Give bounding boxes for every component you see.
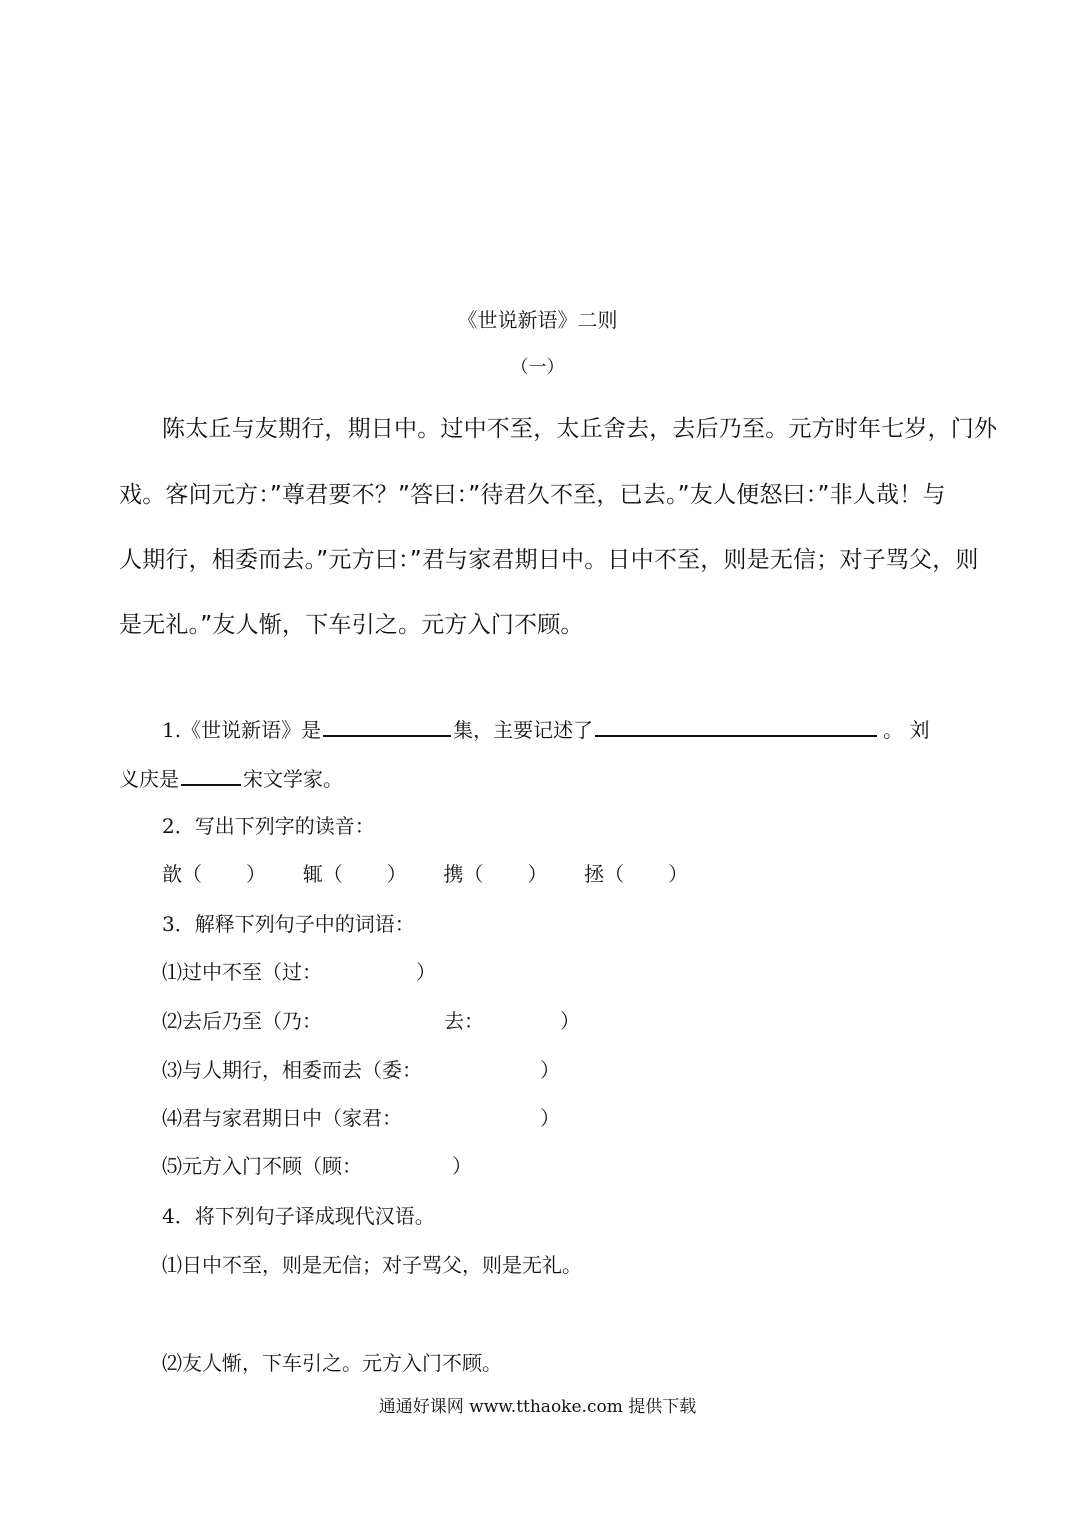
paren-close: ） [452, 1154, 472, 1178]
answer-blank[interactable] [181, 762, 241, 786]
q3-item [162, 1150, 472, 1179]
paren-close: ） [560, 1009, 580, 1033]
paren-close: ） [246, 862, 266, 886]
footer-credit: 通通好课网 www.tthaoke.com 提供下载 [378, 1397, 697, 1417]
char-item: 拯（ [584, 862, 625, 886]
char-item: 歆（ [162, 862, 202, 886]
q2-prompt: 2．写出下列字的读音： [162, 814, 375, 838]
paren-close: ） [668, 862, 689, 886]
q1-text: 宋文学家。 [243, 767, 343, 791]
passage-line: 是无礼。”友人惭，下车引之。元方入门不顾。 [119, 612, 584, 638]
q3-item-text: ⑶与人期行，相委而去（委： [162, 1058, 422, 1082]
char-item: 携（ [443, 862, 484, 886]
q3-item-text: ⑷君与家君期日中（家君： [162, 1106, 402, 1130]
answer-blank[interactable] [323, 713, 451, 737]
passage-line: 戏。客问元方：”尊君要不？”答曰：”待君久不至，已去。”友人便怒曰：”非人哉！与 [119, 482, 946, 508]
q1-text: 。 刘 [883, 718, 930, 742]
q4-item: ⑴日中不至，则是无信；对子骂父，则是无礼。 [162, 1253, 582, 1277]
q3-item-text: ⑴过中不至（过： [162, 960, 322, 984]
q4-prompt: 4．将下列句子译成现代汉语。 [162, 1204, 435, 1228]
q3-item [162, 1054, 560, 1083]
paren-close: ） [416, 960, 436, 984]
q3-item-text: ⑵去后乃至（乃： [162, 1009, 322, 1033]
q3-item [162, 1005, 580, 1034]
q3-prompt: 3．解释下列句子中的词语： [162, 912, 415, 936]
passage-line: 陈太丘与友期行，期日中。过中不至，太丘舍去，去后乃至。元方时年七岁，门外 [162, 416, 998, 442]
passage-line: 人期行，相委而去。”元方曰：”君与家君期日中。日中不至，则是无信；对子骂父，则 [119, 547, 979, 573]
q3-item [162, 956, 436, 985]
answer-blank[interactable] [595, 713, 877, 737]
q1-text: 义庆是 [119, 767, 179, 791]
q3-item-text: ⑸元方入门不顾（顾： [162, 1154, 362, 1178]
pronunciation-row [162, 858, 688, 887]
paren-close: ） [540, 1058, 560, 1082]
paren-close: ） [540, 1106, 560, 1130]
q4-item: ⑵友人惭，下车引之。元方入门不顾。 [162, 1351, 502, 1375]
section-number: （一） [510, 357, 565, 378]
paren-close: ） [386, 862, 407, 886]
q3-item [162, 1102, 560, 1131]
char-item: 辄（ [302, 862, 343, 886]
q3-item-text: 去： [444, 1009, 484, 1033]
q1-text: 1.《世说新语》是 [162, 718, 322, 742]
page-title: 《世说新语》二则 [457, 308, 618, 332]
paren-close: ） [527, 862, 548, 886]
q1-text: 集，主要记述了 [453, 718, 594, 742]
